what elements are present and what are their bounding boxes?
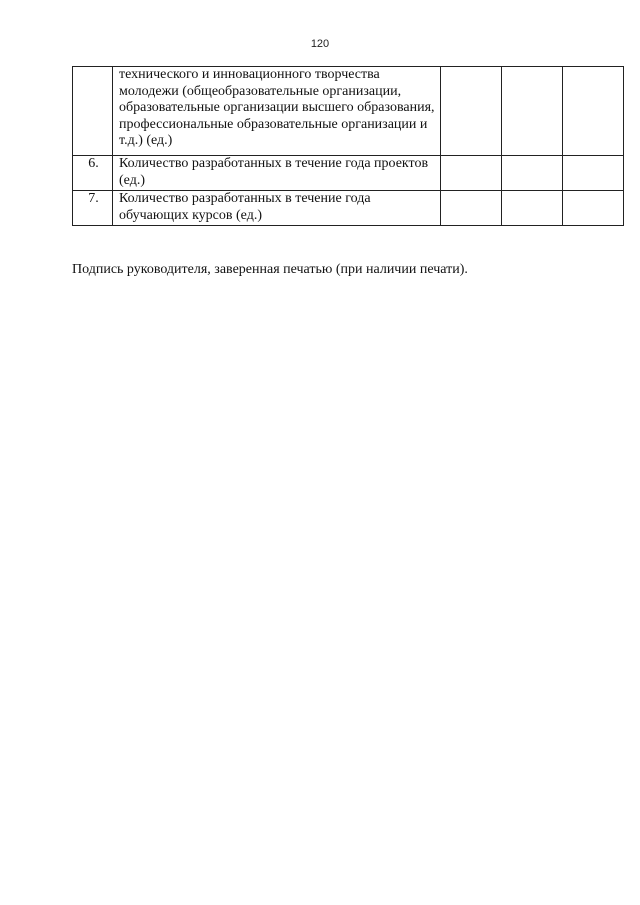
value-cell: [502, 156, 563, 191]
table-row: [73, 67, 624, 156]
value-cell: [441, 67, 502, 156]
signature-note: Подпись руководителя, заверенная печатью (при наличии печати).: [72, 262, 468, 277]
row-name-cell: Количество разработанных в течение года обучающих курсов (ед.): [113, 191, 441, 226]
indicators-table: [72, 66, 624, 226]
row-number-cell: 7.: [73, 191, 113, 226]
value-cell: [502, 191, 563, 226]
row-name-cell: технического и инновационного творчества молодежи (общеобразовательные организации, образовательные организации высшего образования, профессиональные образовательные организации и т.д.) (ед.): [113, 67, 441, 156]
value-cell: [563, 191, 624, 226]
value-cell: [563, 67, 624, 156]
value-cell: [563, 156, 624, 191]
row-number-cell: [73, 67, 113, 156]
page-number: 120: [310, 38, 330, 50]
row-name-cell: Количество разработанных в течение года проектов (ед.): [113, 156, 441, 191]
value-cell: [441, 191, 502, 226]
value-cell: [441, 156, 502, 191]
table-row: [73, 156, 624, 191]
value-cell: [502, 67, 563, 156]
table-row: [73, 191, 624, 226]
row-number-cell: 6.: [73, 156, 113, 191]
